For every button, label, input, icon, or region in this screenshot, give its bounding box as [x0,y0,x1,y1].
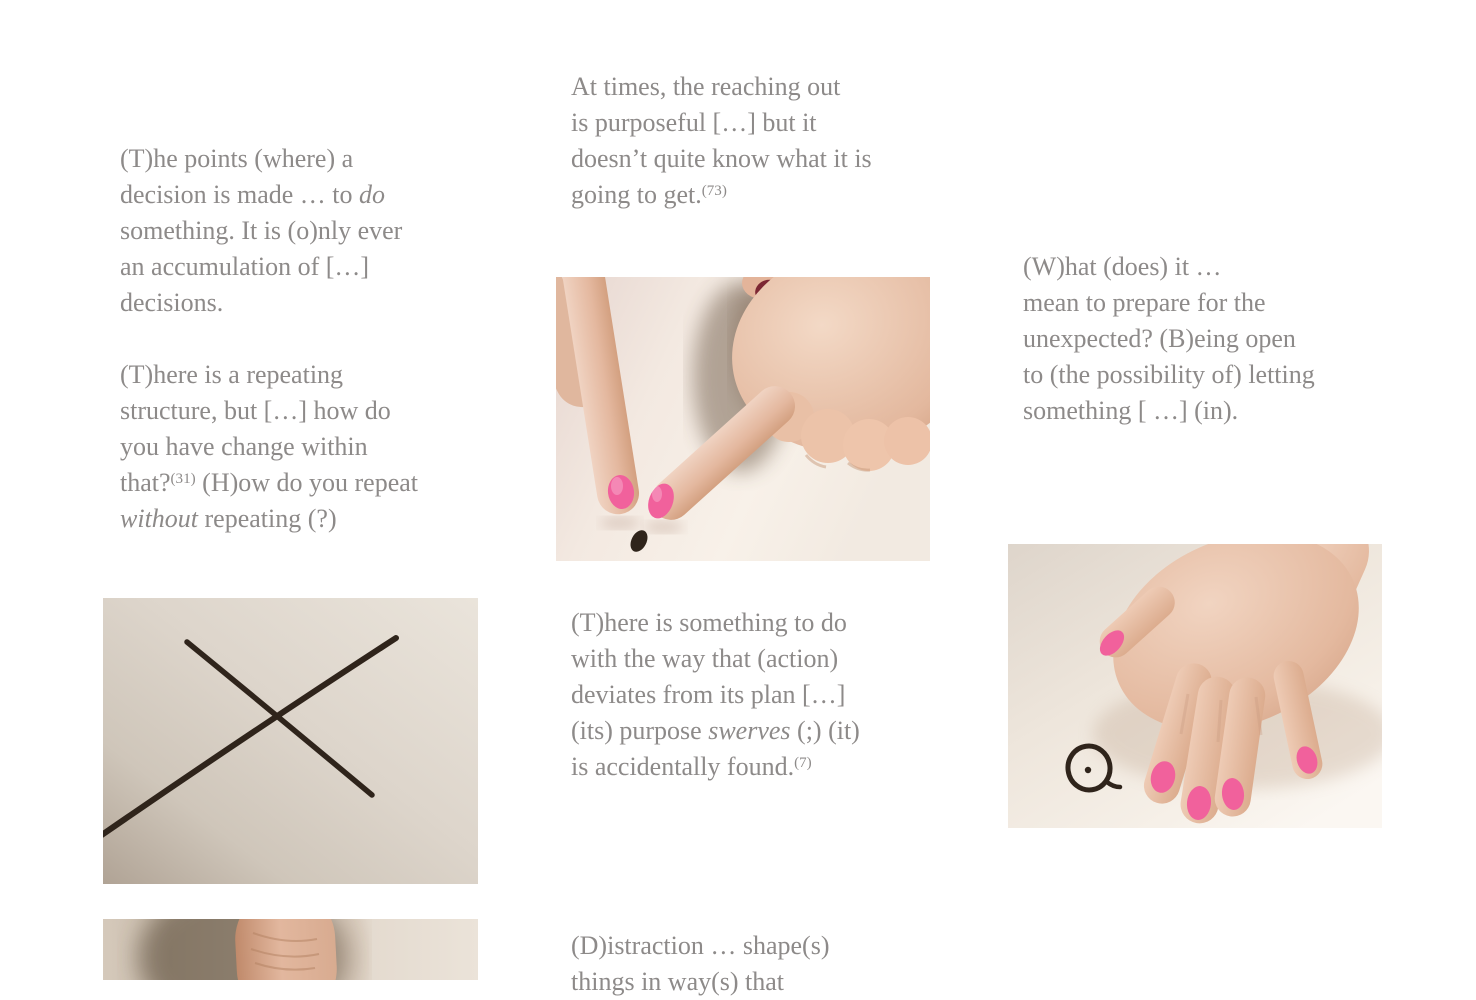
nail-highlight [611,477,623,495]
paper-background [103,598,478,884]
finger [233,919,340,980]
nail-highlight [652,486,662,502]
knuckle [884,417,930,465]
quote-block-prepare-unexpected: (W)hat (does) it … mean to prepare for the unexpected? (B)eing open to (the possibility of) letting something [ …] (in). [1023,252,1315,425]
x-drawing-canvas [103,598,478,884]
photo-hand-over-circled-dot [1008,544,1382,828]
photo-x-drawing [103,598,478,884]
quote-block-distraction: (D)istraction … shape(s) things in way(s) that [571,931,830,996]
quote-block-purpose-swerves: (T)here is something to do with the way that (action) deviates from its plan […] (its) purpose swerves (;) (it) is accidentally found.$^{(7)}$ [571,608,860,781]
fingertip-shadow [600,517,640,529]
finger-photo-canvas [103,919,478,980]
quote-block-repeating-structure: (T)here is a repeating structure, but […] how do you have change within that?$^{(31)}$ (H)ow do you repeat without repeating (?) [120,360,419,533]
quote-block-decision-points: (T)he points (where) a decision is made … to do something. It is (o)nly ever an accumulation of […] decisions. [120,144,403,317]
hand-circle-canvas [1008,544,1382,828]
fingertip-shadow [644,521,684,533]
hands-photo-canvas [556,277,930,561]
photo-finger-closeup-cropped [103,919,478,980]
center-dot [1085,767,1091,773]
photo-hands-pointing-at-dot [556,277,930,561]
quote-block-reaching-out: At times, the reaching out is purposeful […] but it doesn’t quite know what it is going to get.$^{(73)}$ [571,72,872,209]
